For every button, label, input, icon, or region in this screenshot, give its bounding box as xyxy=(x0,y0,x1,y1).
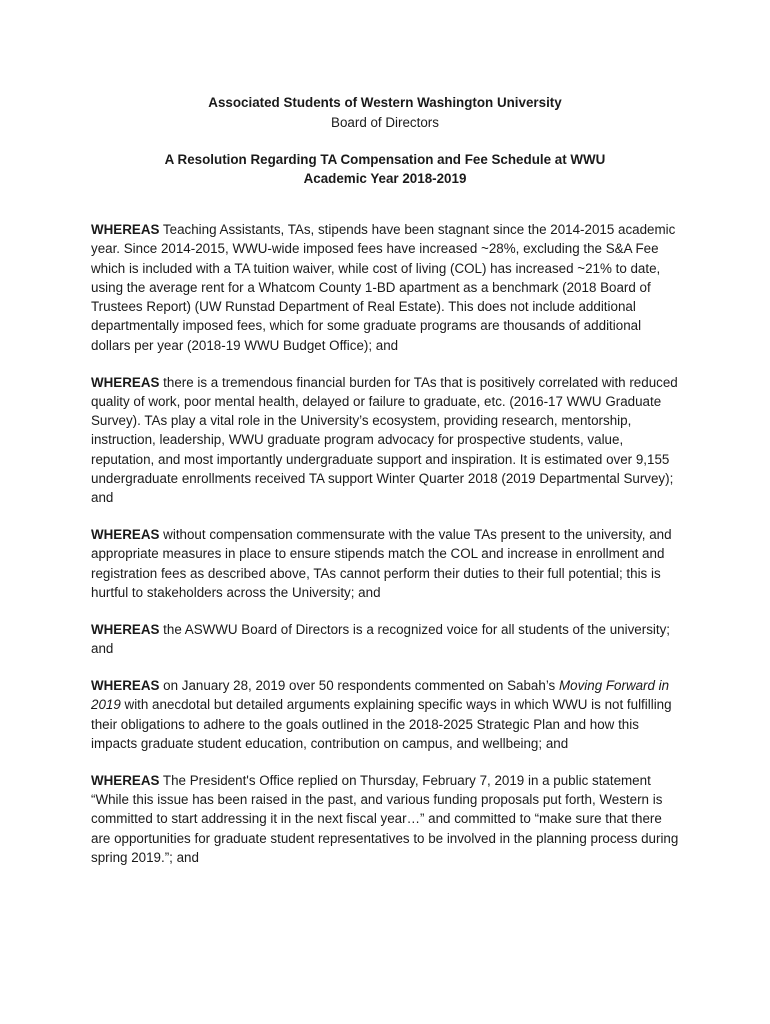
whereas-keyword: WHEREAS xyxy=(91,527,160,543)
organization-name: Associated Students of Western Washington University xyxy=(208,95,562,110)
whereas-keyword: WHEREAS xyxy=(91,677,160,693)
resolution-body xyxy=(91,220,681,885)
clause-text: The President's Office replied on Thursday, February 7, 2019 in a public statement “While this issue has been raised in the past, and various funding proposals put forth, Western is committed to start addressing it in the next fiscal year…” and committed to “make sure that there are opportunities for graduate student representatives to be involved in the planning process during spring 2019.”; and xyxy=(91,772,679,865)
clause-text-before: on January 28, 2019 over 50 respondents commented on Sabah’s xyxy=(159,677,559,693)
resolution-title xyxy=(0,150,770,188)
resolution-title-line2: Academic Year 2018-2019 xyxy=(303,171,467,186)
whereas-keyword: WHEREAS xyxy=(91,222,160,237)
clause-text-after: with anecdotal but detailed arguments explaining specific ways in which WWU is not fulfilling their obligations to adhere to the goals outlined in the 2018-2025 Strategic Plan and how this impacts graduate student education, contribution on campus, and wellbeing; and xyxy=(91,697,672,751)
whereas-clause-2 xyxy=(91,373,681,508)
clause-text: Teaching Assistants, TAs, stipends have been stagnant since the 2014-2015 academic year. Since 2014-2015, WWU-wide imposed fees have increased ~28%, excluding the S&A Fee which is included with a TA tuition waiver, while cost of living (COL) has increased ~21% to date, using the average rent for a Whatcom County 1-BD apartment as a benchmark (2018 Board of Trustees Report) (UW Runstad Department of Real Estate). This does not include additional departmentally imposed fees, which for some graduate programs are thousands of additional dollars per year (2018-19 WWU Budget Office); and xyxy=(91,222,676,353)
whereas-keyword: WHEREAS xyxy=(91,772,160,788)
whereas-keyword: WHEREAS xyxy=(91,374,160,390)
whereas-clause-3 xyxy=(91,525,681,602)
resolution-title-line1: A Resolution Regarding TA Compensation and Fee Schedule at WWU xyxy=(164,152,606,167)
publication-title: Moving Forward in 2019 xyxy=(91,677,670,713)
clause-text: the ASWWU Board of Directors is a recognized voice for all students of the university; and xyxy=(91,621,671,657)
whereas-clause-1 xyxy=(91,220,681,355)
whereas-clause-5 xyxy=(91,676,681,753)
whereas-keyword: WHEREAS xyxy=(91,621,160,637)
whereas-clause-6 xyxy=(91,771,681,867)
clause-text: without compensation commensurate with the value TAs present to the university, and appropriate measures in place to ensure stipends match the COL and increase in enrollment and registration fees as described above, TAs cannot perform their duties to their full potential; this is hurtful to stakeholders across the University; and xyxy=(91,527,672,601)
board-name: Board of Directors xyxy=(331,115,439,130)
whereas-clause-4 xyxy=(91,620,681,659)
clause-text: there is a tremendous financial burden for TAs that is positively correlated with reduced quality of work, poor mental health, delayed or failure to graduate, etc. (2016-17 WWU Graduate Survey). TAs play a vital role in the University’s ecosystem, providing research, mentorship, instruction, leadership, WWU graduate program advocacy for prospective students, value, reputation, and most importantly undergraduate support and inspiration. It is estimated over 9,155 undergraduate enrollments received TA support Winter Quarter 2018 (2019 Departmental Survey); and xyxy=(91,374,678,506)
